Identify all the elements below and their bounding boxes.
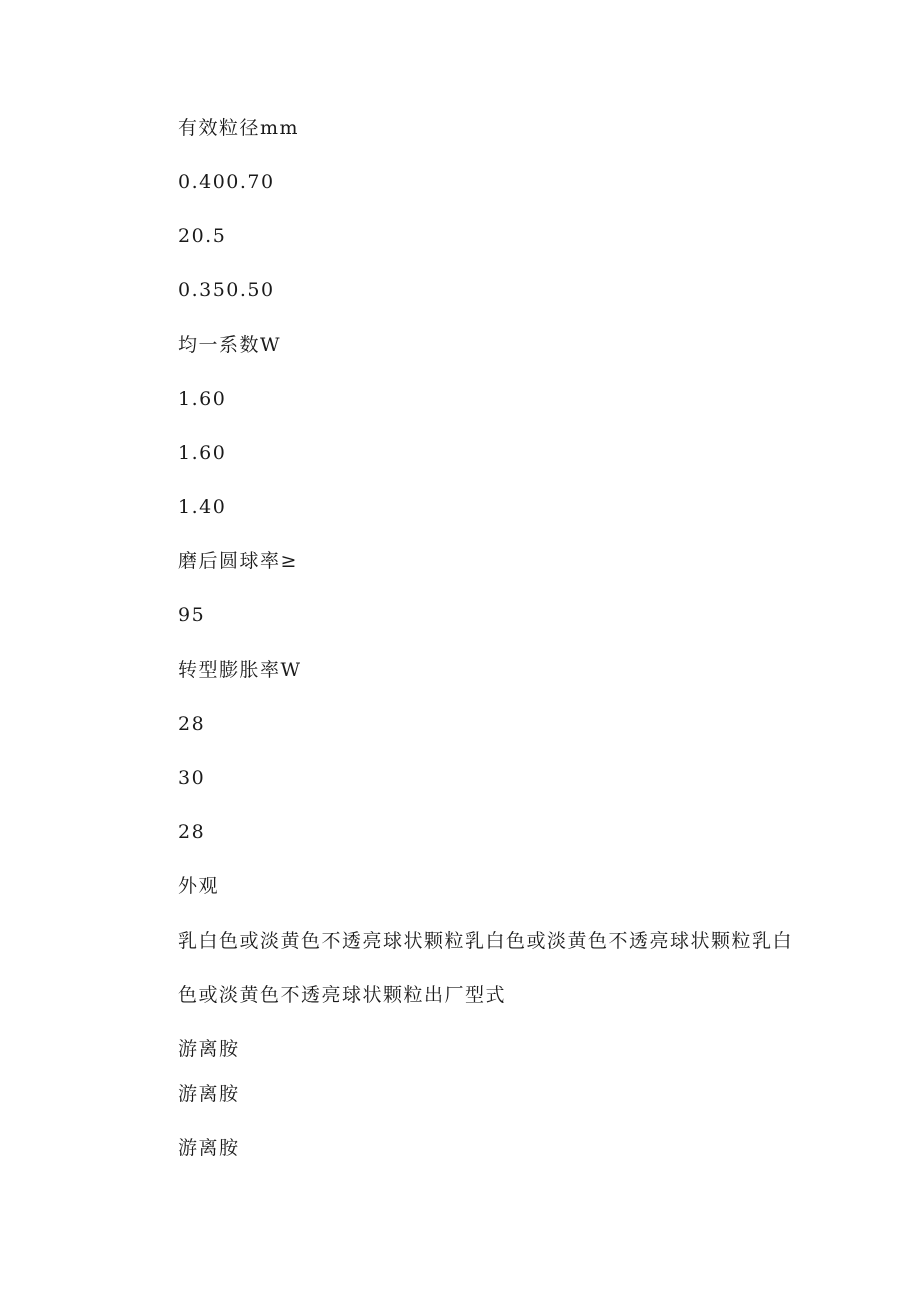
text-line: 乳白色或淡黄色不透亮球状颗粒乳白色或淡黄色不透亮球状颗粒乳白 [178,930,794,952]
text-line: 20.5 [178,225,227,247]
text-line: 1.60 [178,442,227,464]
text-line: 0.350.50 [178,279,275,301]
text-line: 95 [178,604,206,626]
text-line: 1.40 [178,496,227,518]
text-line: 28 [178,713,206,735]
text-line: 均一系数W [178,334,282,356]
text-line: 有效粒径mm [178,117,300,139]
text-line: 游离胺 [178,1137,240,1159]
text-line: 1.60 [178,388,227,410]
text-line: 0.400.70 [178,171,275,193]
text-line: 色或淡黄色不透亮球状颗粒出厂型式 [178,984,507,1006]
text-line: 30 [178,767,206,789]
text-line: 转型膨胀率W [178,659,302,681]
text-line: 磨后圆球率≥ [178,550,298,572]
text-line: 28 [178,821,206,843]
text-line: 外观 [178,875,220,897]
text-line: 游离胺 [178,1038,240,1060]
text-line: 游离胺 [178,1083,240,1105]
